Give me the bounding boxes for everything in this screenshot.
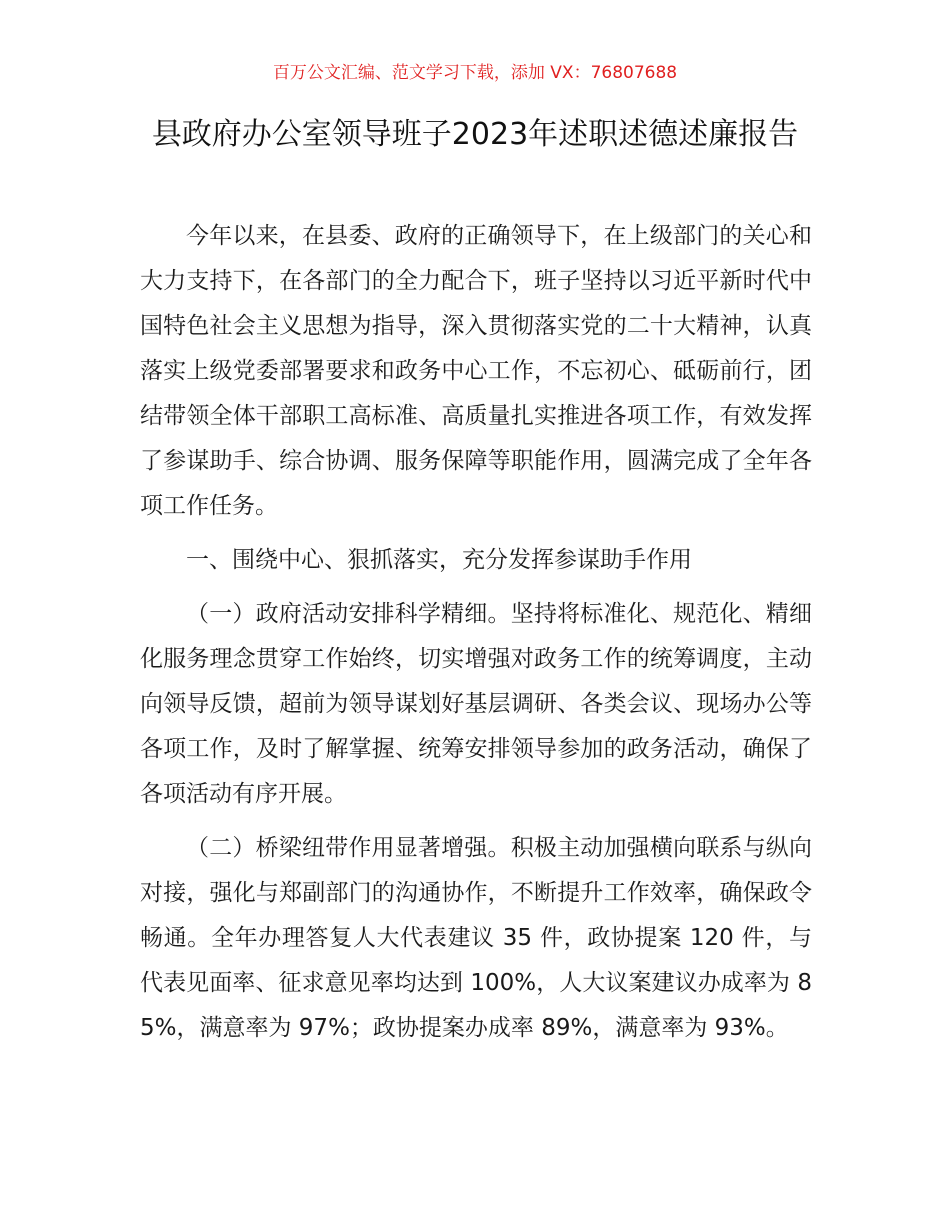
document-title: 县政府办公室领导班子2023年述职述德述廉报告 — [151, 117, 799, 152]
document-body — [140, 214, 812, 1051]
subsection-paragraph-2: （二）桥梁纽带作用显著增强。积极主动加强横向联系与纵向对接，强化与郑副部门的沟通协作，不断提升工作效率，确保政令畅通。全年办理答复人大代表建议 35 件，政协提案 120 件，与代表见面率、征求意见率均达到 100%，人大议案建议办成率为 85%，满意率为 97%；政协提案办成率 89%，满意率为 93%。 — [140, 835, 812, 1041]
watermark-header: 百万公文汇编、范文学习下载，添加 VX：76807688 — [272, 63, 678, 83]
section-heading-1: 一、围绕中心、狠抓落实，充分发挥参谋助手作用 — [186, 547, 692, 573]
intro-paragraph: 今年以来，在县委、政府的正确领导下，在上级部门的关心和大力支持下，在各部门的全力配合下，班子坚持以习近平新时代中国特色社会主义思想为指导，深入贯彻落实党的二十大精神，认真落实上级党委部署要求和政务中心工作，不忘初心、砥砺前行，团结带领全体干部职工高标准、高质量扎实推进各项工作，有效发挥了参谋助手、综合协调、服务保障等职能作用，圆满完成了全年各项工作任务。 — [140, 223, 812, 519]
subsection-paragraph-1: （一）政府活动安排科学精细。坚持将标准化、规范化、精细化服务理念贯穿工作始终，切实增强对政务工作的统筹调度，主动向领导反馈，超前为领导谋划好基层调研、各类会议、现场办公等各项工作，及时了解掌握、统筹安排领导参加的政务活动，确保了各项活动有序开展。 — [140, 601, 812, 807]
